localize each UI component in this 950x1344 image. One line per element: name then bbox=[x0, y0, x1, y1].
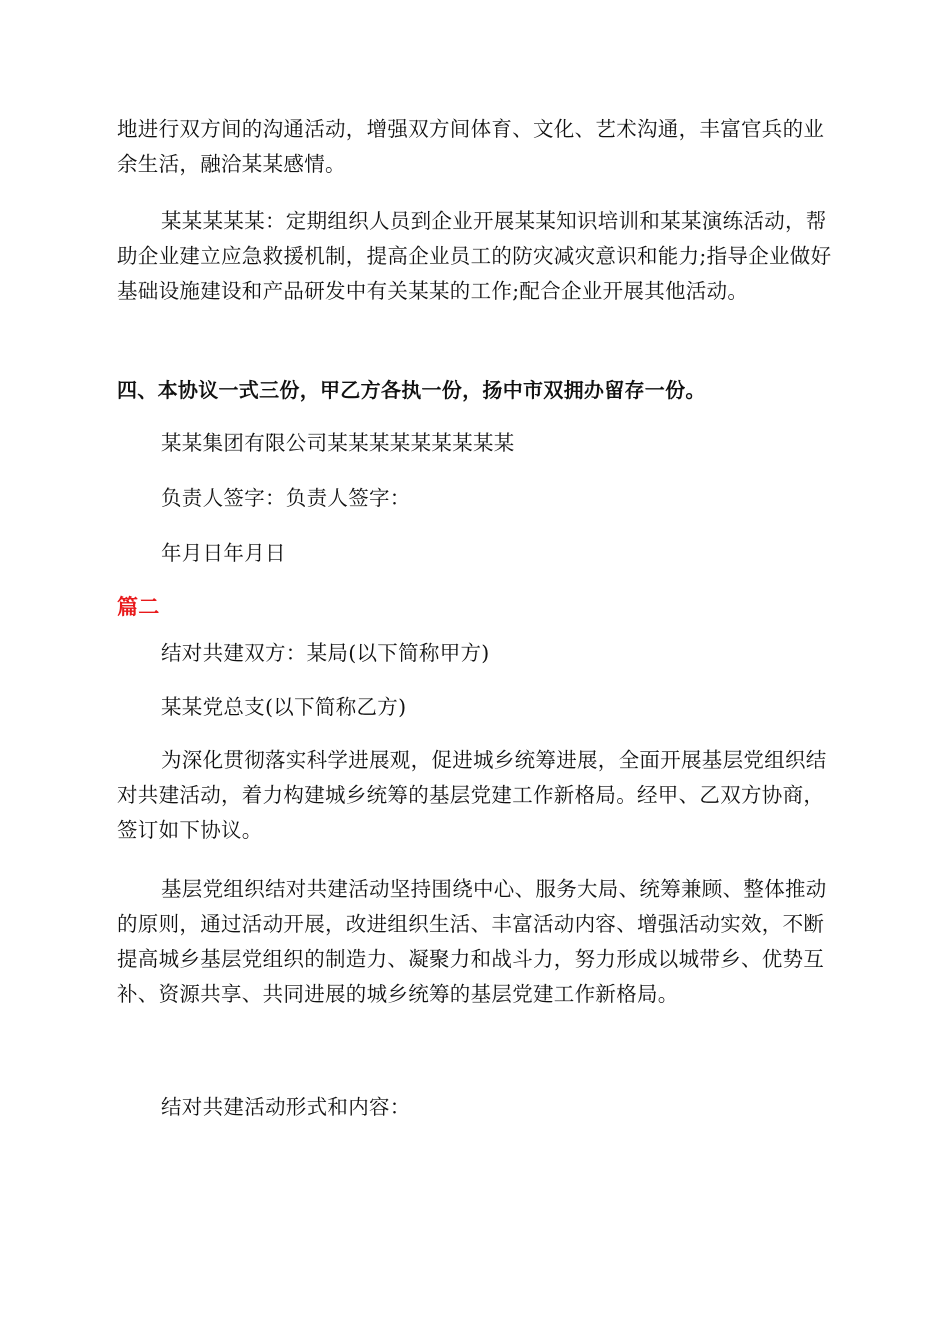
company-line: 某某集团有限公司某某某某某某某某某 bbox=[161, 431, 515, 455]
paragraph-continuation: 地进行双方间的沟通活动，增强双方间体育、文化、艺术沟通，丰富官兵的业余生活，融洽某某感情。 bbox=[117, 117, 825, 176]
section-heading: 篇二 bbox=[117, 595, 160, 619]
date-line: 年月日年月日 bbox=[161, 541, 286, 565]
parties-line: 结对共建双方：某局(以下简称甲方) bbox=[161, 641, 490, 665]
signature-line: 负责人签字：负责人签字： bbox=[161, 486, 411, 510]
party-b-line: 某某党总支(以下简称乙方) bbox=[161, 695, 407, 719]
paragraph-purpose: 为深化贯彻落实科学进展观，促进城乡统筹进展，全面开展基层党组织结对共建活动，着力构建城乡统筹的基层党建工作新格局。经甲、乙双方协商，签订如下协议。 bbox=[117, 748, 827, 842]
paragraph-principles: 基层党组织结对共建活动坚持围绕中心、服务大局、统筹兼顾、整体推动的原则，通过活动开展，改进组织生活、丰富活动内容、增强活动实效，不断提高城乡基层党组织的制造力、凝聚力和战斗力，努力形成以城带乡、优势互补、资源共享、共同进展的城乡统筹的基层党建工作新格局。 bbox=[117, 877, 827, 1006]
activities-heading-line: 结对共建活动形式和内容： bbox=[161, 1095, 411, 1119]
paragraph-activities: 某某某某某：定期组织人员到企业开展某某知识培训和某某演练活动，帮助企业建立应急救援机制，提高企业员工的防灾减灾意识和能力;指导企业做好基础设施建设和产品研发中有关某某的工作;配合企业开展其他活动。 bbox=[117, 209, 832, 303]
clause-four-heading: 四、本协议一式三份，甲乙方各执一份，扬中市双拥办留存一份。 bbox=[117, 378, 706, 402]
